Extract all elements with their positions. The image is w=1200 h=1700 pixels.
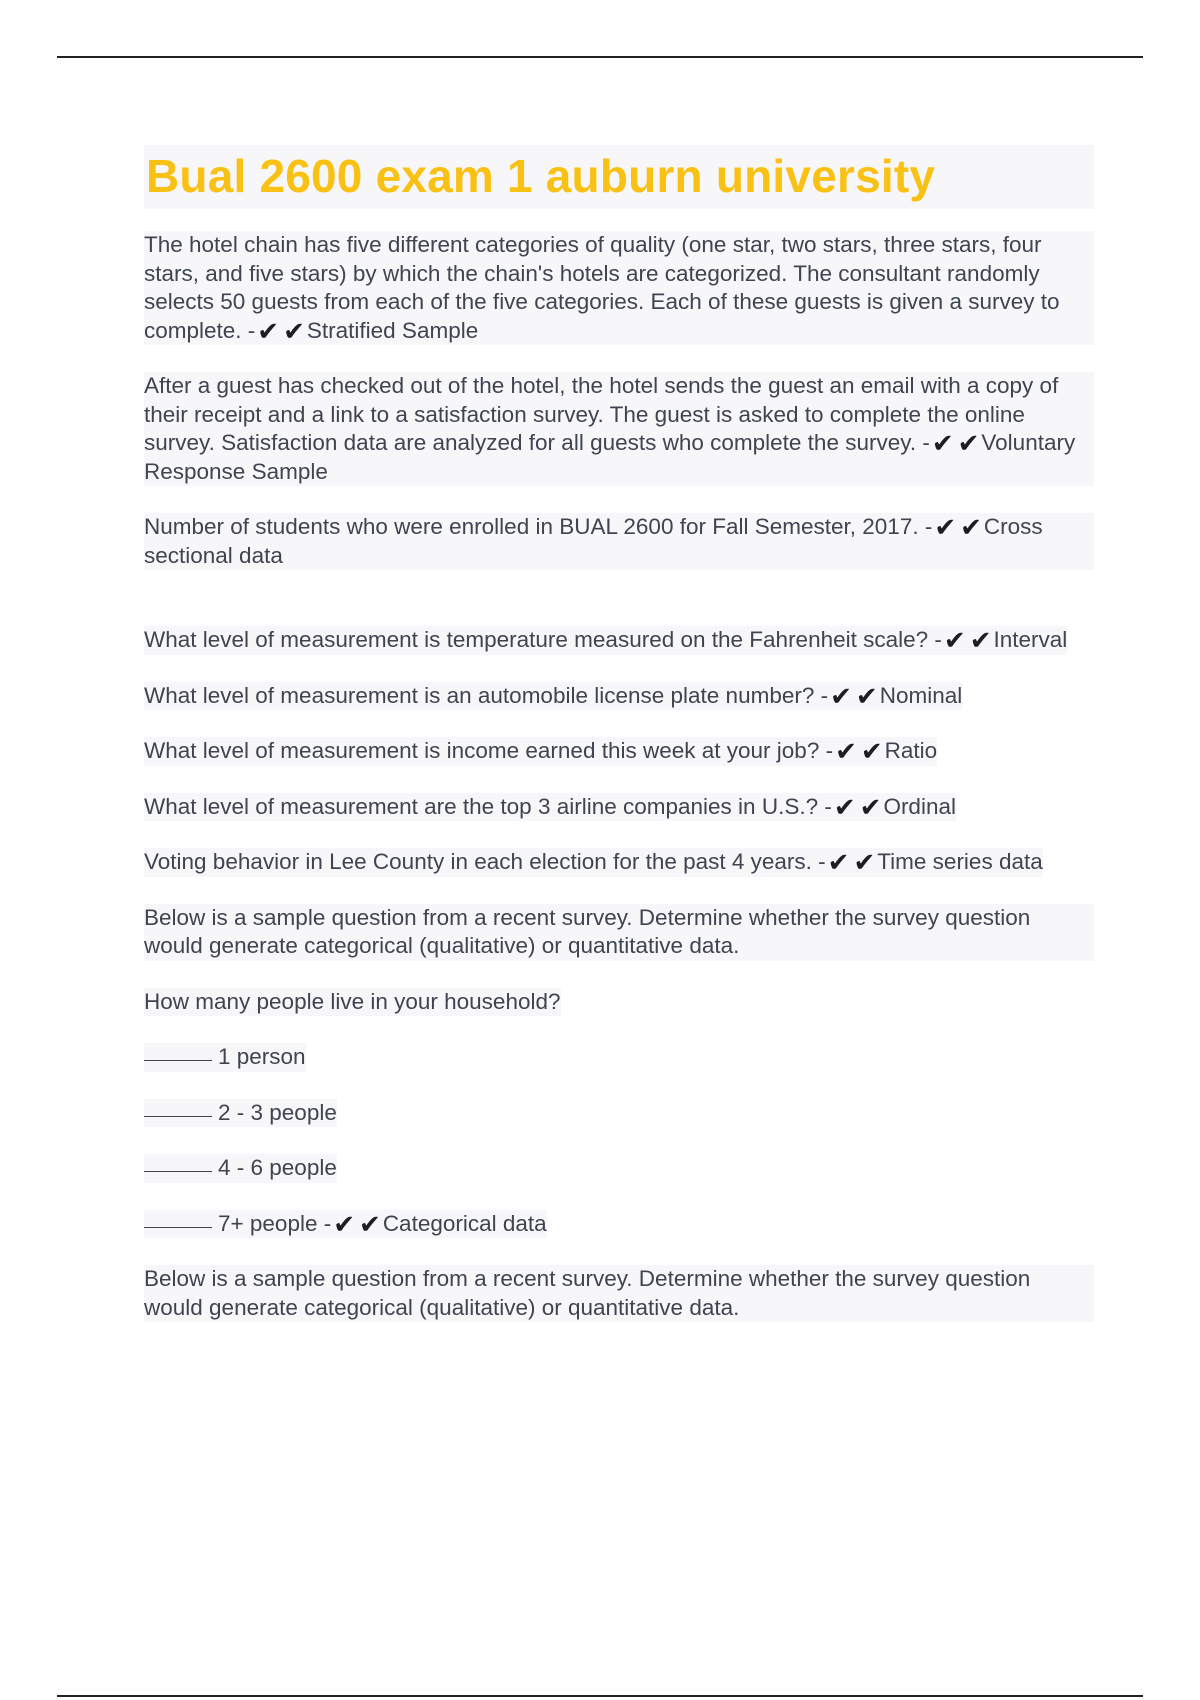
answer-text: Nominal (879, 682, 963, 708)
qa-item-8 (144, 848, 1043, 877)
question-text: What level of measurement is temperature measured on the Fahrenheit scale? - (144, 627, 942, 652)
check-icon: ✔ (853, 848, 876, 878)
answer-blank (144, 1060, 212, 1061)
check-icon: ✔ (333, 1209, 356, 1240)
survey-option-3 (144, 1154, 337, 1183)
check-icon: ✔ (859, 792, 882, 823)
answer-blank (144, 1116, 212, 1117)
check-icon: ✔ (257, 316, 280, 347)
check-icon: ✔ (833, 792, 856, 823)
option-text: 1 person (218, 1044, 306, 1069)
question-text: Number of students who were enrolled in BUAL 2600 for Fall Semester, 2017. - (144, 514, 933, 539)
question-text: What level of measurement is an automobile license plate number? - (144, 682, 829, 708)
option-text: 2 - 3 people (218, 1099, 337, 1125)
answer-text: Ratio (884, 738, 938, 763)
check-icon: ✔ (827, 848, 850, 878)
check-icon: ✔ (359, 1209, 381, 1240)
top-rule (57, 56, 1143, 58)
check-icon: ✔ (969, 626, 992, 656)
check-icon: ✔ (934, 513, 957, 543)
qa-item-7 (144, 793, 956, 822)
check-icon: ✔ (931, 429, 954, 459)
answer-text: Categorical data (382, 1210, 547, 1236)
check-icon: ✔ (960, 513, 982, 543)
question-text: What level of measurement is income earned this week at your job? - (144, 738, 834, 763)
bottom-rule (57, 1695, 1143, 1697)
check-icon: ✔ (830, 681, 852, 712)
answer-text: Ordinal (883, 793, 956, 819)
question-text: Voting behavior in Lee County in each election for the past 4 years. - (144, 849, 826, 874)
survey-option-1 (144, 1043, 306, 1072)
check-icon: ✔ (855, 681, 878, 712)
option-text: 7+ people - (218, 1210, 332, 1236)
answer-text: Stratified Sample (306, 317, 479, 343)
check-icon: ✔ (943, 626, 966, 656)
title-band (144, 145, 1094, 209)
answer-text: Cross sectional data (144, 514, 1043, 568)
question-text: The hotel chain has five different categories of quality (one star, two stars, three stars, four stars, and five stars) by which the chain's hotels are categorized. The consultant randomly selects 50 guests from each of the five categories. Each of these guests is given a survey to complete. - (144, 232, 1060, 343)
answer-text: Interval (993, 627, 1068, 652)
document-body (144, 145, 1094, 1322)
survey-option-2 (144, 1099, 337, 1128)
check-icon: ✔ (957, 429, 980, 459)
question-text: What level of measurement are the top 3 airline companies in U.S.? - (144, 793, 832, 819)
qa-item-4 (144, 626, 1067, 655)
answer-blank (144, 1171, 212, 1172)
qa-item-1 (144, 231, 1094, 345)
qa-item-3 (144, 513, 1094, 570)
qa-item-6 (144, 737, 937, 766)
document-title: Bual 2600 exam 1 auburn university (146, 150, 936, 202)
answer-text: Time series data (877, 849, 1043, 874)
qa-item-5 (144, 682, 962, 711)
option-text: 4 - 6 people (218, 1155, 337, 1180)
check-icon: ✔ (860, 737, 883, 767)
survey-intro-2: Below is a sample question from a recent survey. Determine whether the survey question would generate categorical (qualitative) or quantitative data. (144, 1265, 1094, 1322)
qa-item-2 (144, 372, 1094, 486)
check-icon: ✔ (835, 737, 857, 767)
answer-text: Voluntary Response Sample (144, 430, 1076, 484)
survey-intro-1: Below is a sample question from a recent survey. Determine whether the survey question would generate categorical (qualitative) or quantitative data. (144, 904, 1094, 961)
answer-blank (144, 1227, 212, 1228)
question-text: After a guest has checked out of the hotel, the hotel sends the guest an email with a copy of their receipt and a link to a satisfaction survey. The guest is asked to complete the online survey. Satisfaction data are analyzed for all guests who complete the survey. - (144, 373, 1059, 455)
check-icon: ✔ (283, 316, 305, 347)
survey-option-4 (144, 1210, 547, 1239)
survey-question: How many people live in your household? (144, 988, 561, 1017)
